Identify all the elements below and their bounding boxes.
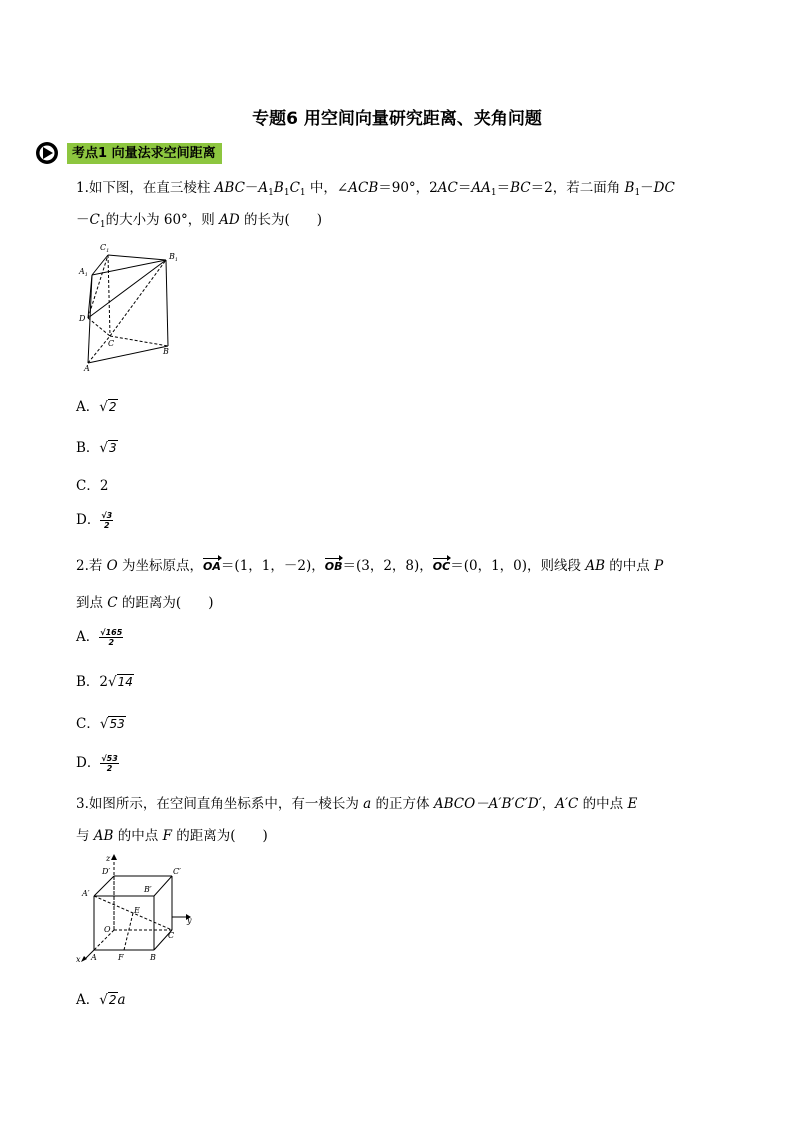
q1-option-d[interactable]: D． $\frac{√3}{2}$ bbox=[76, 511, 113, 530]
q1-line2: $-C_1$的大小为 60°，则 AD 的长为( ) bbox=[76, 212, 322, 230]
section-label: 考点1 向量法求空间距离 bbox=[67, 143, 222, 164]
q3-cube-figure bbox=[74, 852, 198, 964]
label-C: C bbox=[108, 339, 115, 348]
q3-line1: 3.如图所示，在空间直角坐标系中，有一棱长为 a 的正方体 ABCO－A′B′C′D′，A′C 的中点 E bbox=[76, 796, 638, 812]
q1-prism-figure bbox=[70, 238, 190, 374]
label-Dp: D′ bbox=[102, 867, 111, 876]
label-B: B bbox=[150, 953, 156, 962]
label-B: B bbox=[163, 347, 169, 356]
label-A: A bbox=[91, 953, 97, 962]
label-O: O bbox=[104, 925, 111, 934]
q3-line2: 与 AB 的中点 F 的距离为( ) bbox=[76, 828, 268, 844]
arrow-circle-icon bbox=[35, 141, 61, 165]
label-z: z bbox=[106, 854, 111, 863]
label-C1: $C_1$ bbox=[100, 243, 110, 254]
q2-option-b[interactable]: B．2√14 bbox=[76, 674, 133, 690]
label-E: E bbox=[134, 906, 140, 915]
q2-option-c[interactable]: C．√53 bbox=[76, 716, 125, 732]
label-y: y bbox=[187, 916, 192, 925]
page-title: 专题6 用空间向量研究距离、夹角问题 bbox=[252, 109, 542, 129]
q2-line1: 2.若 O 为坐标原点，OA＝(1，1，－2)，OB＝(3，2，8)，OC＝(0，1，0)，则线段 AB 的中点 P bbox=[76, 558, 664, 574]
label-A: A bbox=[84, 364, 90, 373]
label-B1: $B_1$ bbox=[169, 252, 179, 263]
q1-option-a[interactable]: A．√2 bbox=[76, 399, 117, 415]
q1-option-c[interactable]: C．2 bbox=[76, 478, 109, 494]
label-Cp: C′ bbox=[173, 867, 181, 876]
label-Bp: B′ bbox=[144, 885, 152, 894]
q3-option-a[interactable]: A．√2a bbox=[76, 992, 126, 1008]
label-Ap: A′ bbox=[82, 889, 90, 898]
label-A1: $A_1$ bbox=[79, 267, 88, 278]
label-C: C bbox=[168, 931, 175, 940]
q1-line1: 1.如下图，在直三棱柱 $ABC-A_1B_1C_1$ 中，∠ACB＝90°，$2AC=AA_1=BC=2$，若二面角 $B_1-DC$ bbox=[76, 180, 675, 198]
section-header bbox=[35, 141, 222, 165]
label-D: D bbox=[79, 314, 86, 323]
label-x: x bbox=[76, 955, 81, 964]
q2-option-a[interactable]: A． $\frac{√165}{2}$ bbox=[76, 628, 123, 647]
q1-option-b[interactable]: B．√3 bbox=[76, 440, 117, 456]
q2-line2: 到点 C 的距离为( ) bbox=[76, 595, 214, 611]
q2-option-d[interactable]: D． $\frac{√53}{2}$ bbox=[76, 754, 118, 773]
label-F: F bbox=[118, 953, 124, 962]
